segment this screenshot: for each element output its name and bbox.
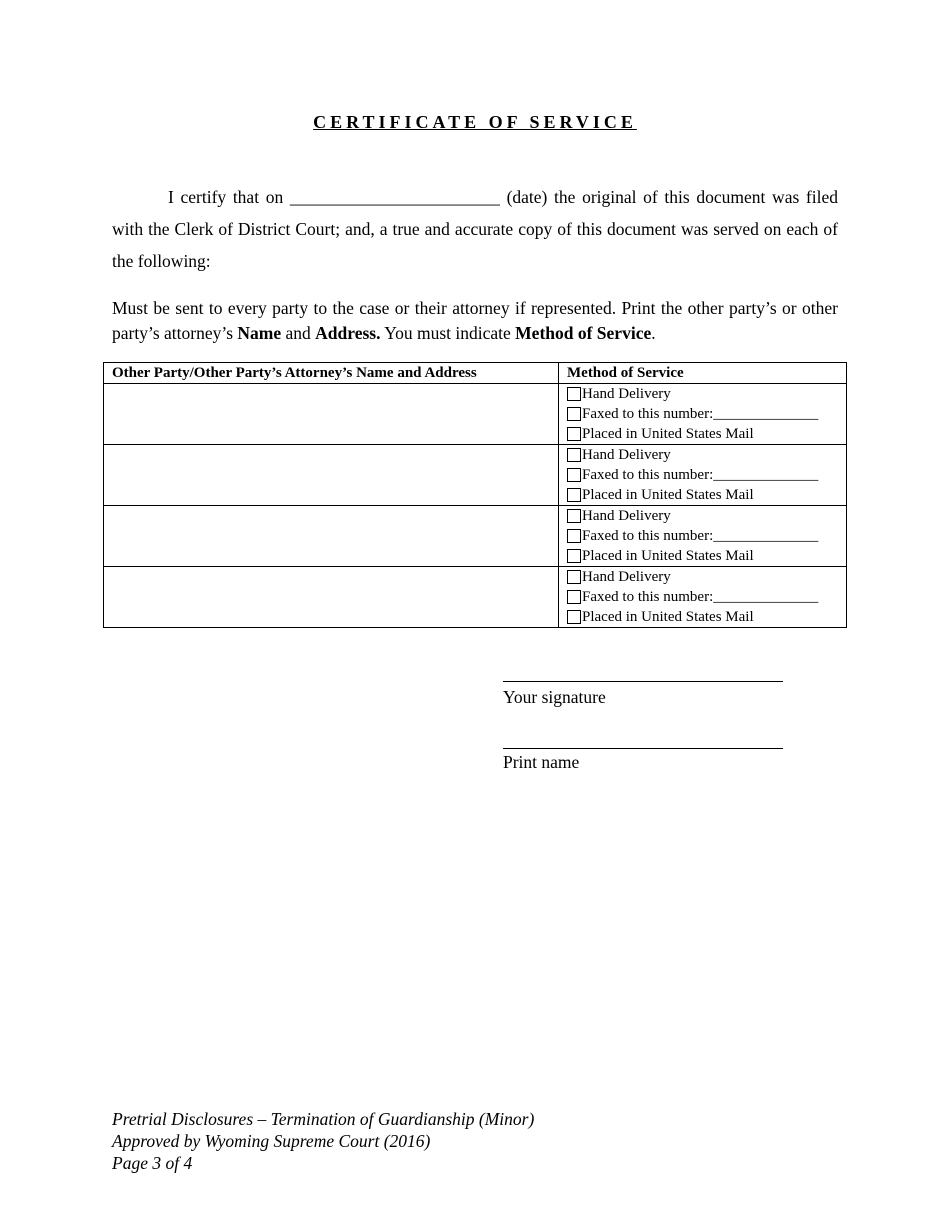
option-label: Faxed to this number:______________ bbox=[582, 527, 819, 544]
fax-option[interactable] bbox=[559, 465, 846, 485]
checkbox[interactable] bbox=[567, 610, 581, 624]
hand-delivery-option[interactable] bbox=[559, 384, 846, 404]
instructions-text-2: You must indicate bbox=[380, 323, 516, 343]
fax-option[interactable] bbox=[559, 404, 846, 424]
party-name-address-cell[interactable] bbox=[104, 445, 559, 506]
hand-delivery-option[interactable] bbox=[559, 506, 846, 526]
signature-line[interactable] bbox=[503, 681, 783, 682]
checkbox[interactable] bbox=[567, 427, 581, 441]
checkbox[interactable] bbox=[567, 407, 581, 421]
method-cell bbox=[559, 506, 847, 567]
hand-delivery-option[interactable] bbox=[559, 445, 846, 465]
checkbox[interactable] bbox=[567, 488, 581, 502]
fax-option[interactable] bbox=[559, 587, 846, 607]
party-name-address-cell[interactable] bbox=[104, 567, 559, 628]
footer-page-number: Page 3 of 4 bbox=[112, 1153, 193, 1173]
checkbox[interactable] bbox=[567, 509, 581, 523]
checkbox[interactable] bbox=[567, 448, 581, 462]
party-name-address-cell[interactable] bbox=[104, 506, 559, 567]
service-table bbox=[103, 362, 847, 628]
print-name-line[interactable] bbox=[503, 748, 783, 749]
option-label: Hand Delivery bbox=[582, 446, 671, 463]
option-label: Faxed to this number:______________ bbox=[582, 588, 819, 605]
footer-approval: Approved by Wyoming Supreme Court (2016) bbox=[112, 1131, 431, 1151]
option-label: Placed in United States Mail bbox=[582, 547, 754, 564]
certify-lead: I certify that on bbox=[168, 187, 284, 207]
checkbox[interactable] bbox=[567, 529, 581, 543]
party-name-address-cell[interactable] bbox=[104, 384, 559, 445]
option-label: Faxed to this number:______________ bbox=[582, 466, 819, 483]
option-label: Hand Delivery bbox=[582, 507, 671, 524]
method-bold: Method of Service bbox=[515, 323, 652, 343]
instructions-text: Must be sent to every party to the case or their attorney if represented. Print the other party’s or other party’s attorney’s bbox=[112, 298, 838, 343]
mail-option[interactable] bbox=[559, 607, 846, 627]
checkbox[interactable] bbox=[567, 468, 581, 482]
fax-option[interactable] bbox=[559, 526, 846, 546]
mail-option[interactable] bbox=[559, 424, 846, 444]
table-row bbox=[104, 384, 847, 445]
signature-label: Your signature bbox=[503, 687, 606, 707]
option-label: Hand Delivery bbox=[582, 385, 671, 402]
option-label: Placed in United States Mail bbox=[582, 608, 754, 625]
instructions-paragraph bbox=[112, 296, 838, 346]
certify-paragraph bbox=[112, 181, 838, 277]
party-column-header: Other Party/Other Party’s Attorney’s Name and Address bbox=[104, 363, 559, 384]
instructions-end: . bbox=[651, 323, 656, 343]
option-label: Placed in United States Mail bbox=[582, 425, 754, 442]
option-label: Hand Delivery bbox=[582, 568, 671, 585]
address-bold: Address. bbox=[315, 323, 381, 343]
method-cell bbox=[559, 445, 847, 506]
hand-delivery-option[interactable] bbox=[559, 567, 846, 587]
page-title: CERTIFICATE OF SERVICE bbox=[313, 112, 637, 132]
print-name-label: Print name bbox=[503, 752, 580, 772]
mail-option[interactable] bbox=[559, 546, 846, 566]
page-footer bbox=[112, 1108, 534, 1174]
footer-form-title: Pretrial Disclosures – Termination of Guardianship (Minor) bbox=[112, 1109, 535, 1129]
checkbox[interactable] bbox=[567, 387, 581, 401]
table-header-row bbox=[104, 363, 847, 384]
option-label: Placed in United States Mail bbox=[582, 486, 754, 503]
table-row bbox=[104, 445, 847, 506]
name-bold: Name bbox=[237, 323, 282, 343]
table-row bbox=[104, 567, 847, 628]
method-cell bbox=[559, 384, 847, 445]
option-label: Faxed to this number:______________ bbox=[582, 405, 819, 422]
method-cell bbox=[559, 567, 847, 628]
date-blank[interactable]: ________________________ bbox=[289, 187, 500, 207]
instructions-and: and bbox=[281, 323, 316, 343]
checkbox[interactable] bbox=[567, 570, 581, 584]
mail-option[interactable] bbox=[559, 485, 846, 505]
method-column-header: Method of Service bbox=[559, 363, 847, 384]
checkbox[interactable] bbox=[567, 590, 581, 604]
table-row bbox=[104, 506, 847, 567]
certify-rest: (date) the original of this document was filed with the Clerk of District Court; and, a true and accurate copy of this document was served on each of the following: bbox=[112, 187, 839, 271]
checkbox[interactable] bbox=[567, 549, 581, 563]
